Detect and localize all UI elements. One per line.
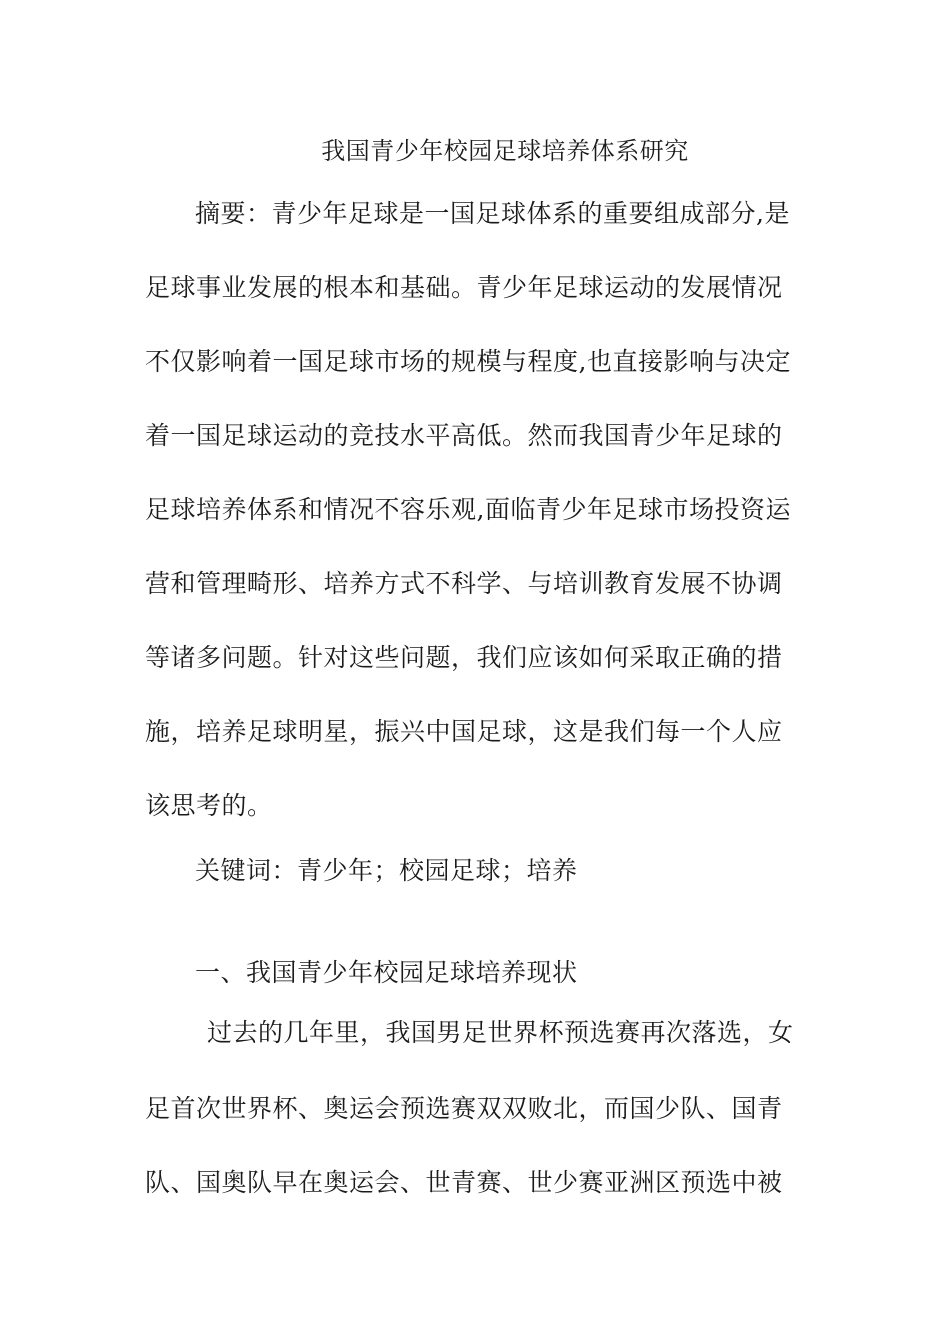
- abstract-line: 摘要：青少年足球是一国足球体系的重要组成部分,是: [195, 199, 790, 228]
- document-title: 我国青少年校园足球培养体系研究: [321, 137, 689, 165]
- section-heading: 一、我国青少年校园足球培养现状: [195, 958, 578, 987]
- body-line: 队、国奥队早在奥运会、世青赛、世少赛亚洲区预选中被: [145, 1168, 783, 1197]
- abstract-line: 该思考的。: [145, 791, 273, 820]
- body-line: 过去的几年里，我国男足世界杯预选赛再次落选，女: [207, 1018, 794, 1047]
- abstract-line: 足球培养体系和情况不容乐观,面临青少年足球市场投资运: [145, 495, 791, 524]
- keywords: 关键词：青少年；校园足球；培养: [195, 856, 578, 885]
- abstract-line: 足球事业发展的根本和基础。青少年足球运动的发展情况: [145, 273, 783, 302]
- abstract-line: 不仅影响着一国足球市场的规模与程度,也直接影响与决定: [145, 347, 791, 376]
- abstract-line: 施，培养足球明星，振兴中国足球，这是我们每一个人应: [145, 717, 783, 746]
- abstract-line: 等诸多问题。针对这些问题，我们应该如何采取正确的措: [145, 643, 783, 672]
- abstract-line: 营和管理畸形、培养方式不科学、与培训教育发展不协调: [145, 569, 783, 598]
- body-line: 足首次世界杯、奥运会预选赛双双败北，而国少队、国青: [145, 1094, 783, 1123]
- abstract-line: 着一国足球运动的竞技水平高低。然而我国青少年足球的: [145, 421, 783, 450]
